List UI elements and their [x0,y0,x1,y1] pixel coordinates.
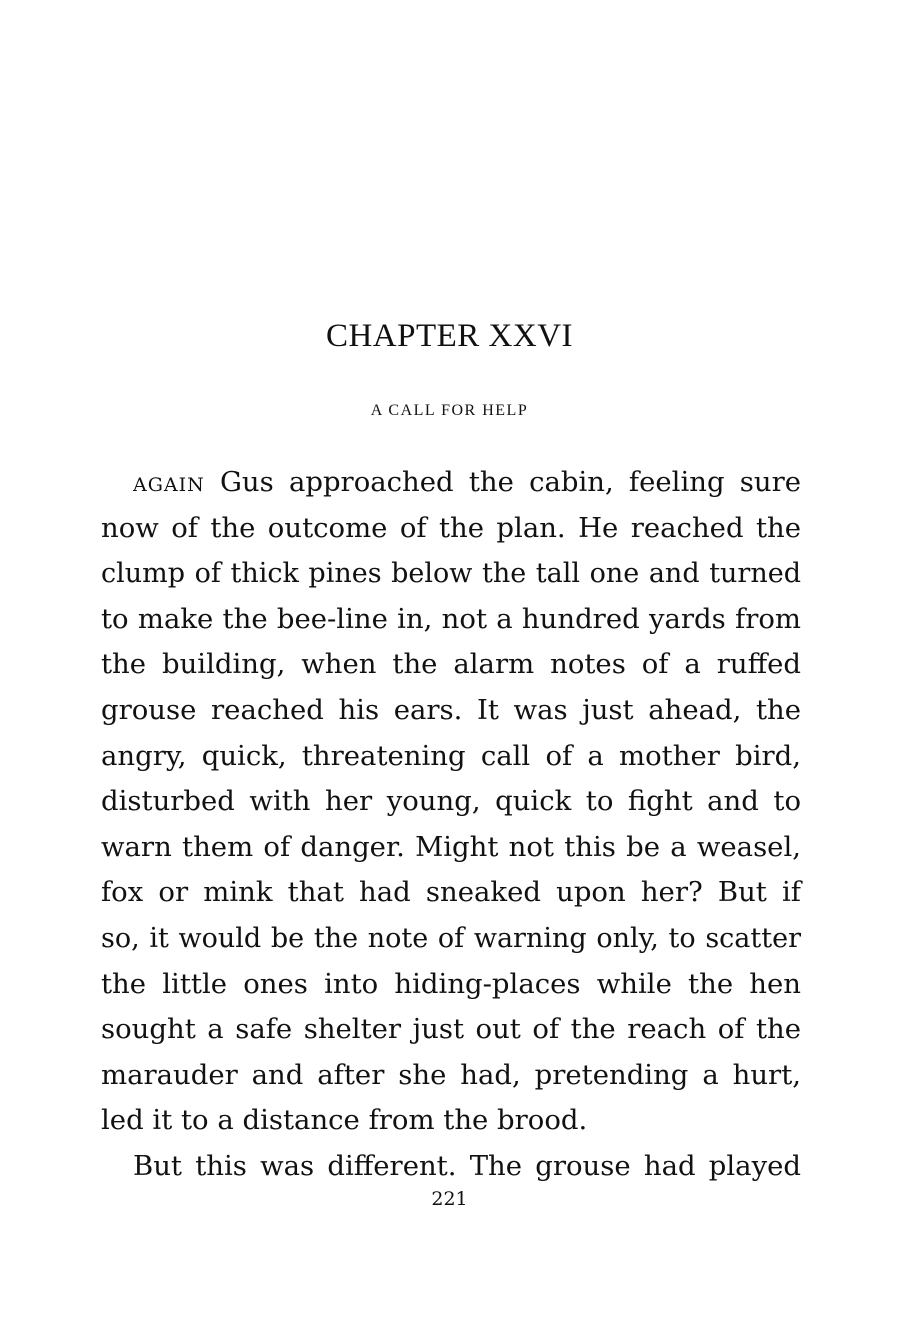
text-line [101,460,801,506]
text-line: fox or mink that had sneaked upon her? But if [101,876,801,909]
chapter-subtitle: A CALL FOR HELP [370,402,529,419]
text-line: warn them of danger. Might not this be a weasel, [101,830,801,863]
text-line: to make the bee-line in, not a hundred yards from [101,602,801,635]
body-text [101,460,801,1190]
text-line: angry, quick, threatening call of a mother bird, [101,739,801,772]
text-line: clump of thick pines below the tall one and turned [101,558,801,590]
text-line: marauder and after she had, pretending a hurt, [101,1058,801,1091]
page-number: 221 [431,1188,468,1210]
text-line: disturbed with her young, quick to fight and to [101,785,801,818]
text-line: grouse reached his ears. It was just ahead, the [101,693,801,726]
text-line-content: Gus approached the cabin, feeling sure [204,466,801,498]
text-line: sought a safe shelter just out of the reach of the [101,1013,801,1046]
text-line: now of the outcome of the plan. He reached the [101,511,801,544]
text-line: the building, when the alarm notes of a ruffed [101,648,801,681]
chapter-title: CHAPTER XXVI [325,318,574,354]
text-line: the little ones into hiding-places while the hen [101,967,801,1000]
opening-small-caps: AGAIN [133,474,205,496]
text-line: so, it would be the note of warning only, to scatter [101,922,801,954]
text-line: But this was different. The grouse had played [133,1149,801,1182]
text-line: led it to a distance from the brood. [101,1104,588,1137]
